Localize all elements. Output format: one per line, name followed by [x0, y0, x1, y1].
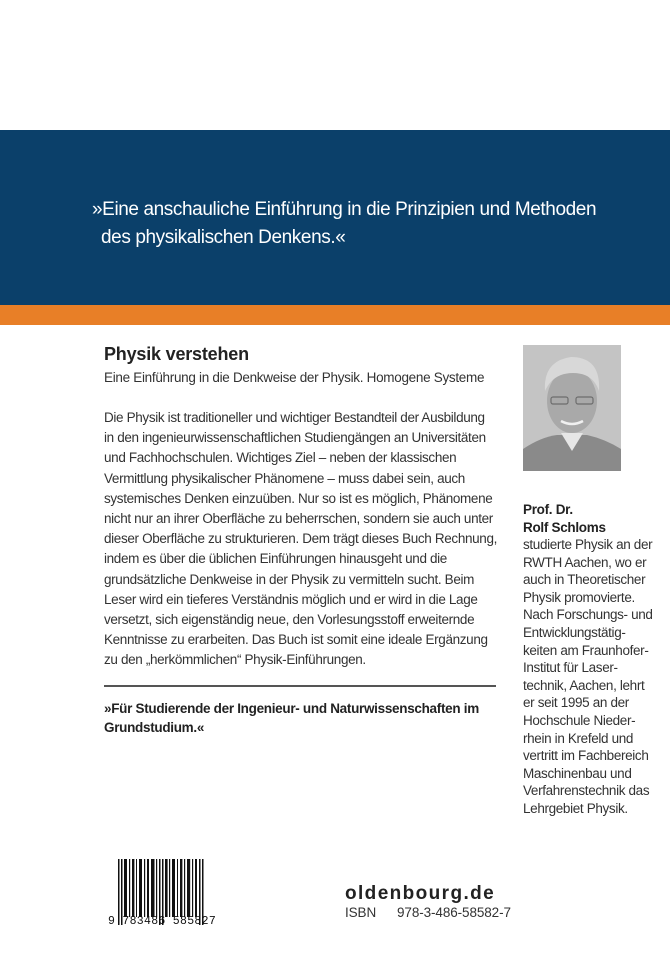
header-quote-band [0, 130, 670, 305]
bio-line: Maschinenbau und [523, 765, 632, 781]
bio-line: rhein in Krefeld und [523, 730, 634, 746]
bio-line: keiten am Fraunhofer- [523, 642, 649, 658]
isbn-number: 978-3-486-58582-7 [397, 905, 511, 920]
author-fullname: Rolf Schloms [523, 519, 606, 535]
bio-line: vertritt im Fachbereich [523, 748, 649, 764]
author-bio-column [523, 501, 670, 818]
bio-line: Nach Forschungs- und [523, 607, 653, 623]
description-line: versetzt, sich eigenständig neue, den Vorlesungsstoff erweiternde [104, 612, 475, 628]
bio-line: technik, Aachen, lehrt [523, 677, 645, 693]
barcode-digits: 9 783486 585827 [108, 915, 217, 928]
description-line: Die Physik ist traditioneller und wichtiger Bestandteil der Ausbildung [104, 410, 485, 425]
bio-line: studierte Physik an der [523, 537, 653, 552]
author-portrait-icon [523, 345, 621, 471]
description-line: dieser Oberfläche zu strukturieren. Dem trägt dieses Buch Rechnung, [104, 531, 498, 547]
description-line: indem es über die üblichen Einführungen hinausgeht und die [104, 551, 447, 567]
book-description-column [104, 342, 496, 737]
bio-line: Lehrgebiet Physik. [523, 800, 628, 816]
author-name [523, 501, 670, 536]
bio-line: auch in Theoretischer [523, 572, 646, 588]
audience-line: »Für Studierende der Ingenieur- und Naturwissenschaften im [104, 700, 479, 716]
book-description [104, 408, 496, 671]
divider [104, 685, 496, 687]
publisher-block [345, 883, 511, 920]
description-line: zu den „herkömmlichen“ Physik-Einführungen. [104, 652, 366, 668]
bio-line: Entwicklungstätig- [523, 624, 626, 640]
description-line: Leser wird ein tieferes Verständnis möglich und er wird in die Lage [104, 591, 478, 607]
author-title: Prof. Dr. [523, 502, 573, 517]
publisher-url: oldenbourg.de [345, 883, 496, 904]
description-line: Kenntnisse zu erarbeiten. Das Buch ist somit eine ideale Ergänzung [104, 632, 488, 648]
bio-line: RWTH Aachen, wo er [523, 554, 647, 570]
bio-line: Institut für Laser- [523, 660, 618, 676]
isbn-label: ISBN [345, 905, 377, 920]
author-bio [523, 536, 670, 818]
description-line: und Fachhochschulen. Wichtiges Ziel – neben der klassischen [104, 450, 457, 466]
header-quote [92, 196, 652, 252]
bio-line: Physik promovierte. [523, 589, 635, 605]
book-subtitle: Eine Einführung in die Denkweise der Physik. Homogene Systeme [104, 370, 485, 385]
audience-line: Grundstudium.« [104, 719, 205, 735]
header-quote-line-1: »Eine anschauliche Einführung in die Prinzipien und Methoden [92, 199, 597, 220]
description-line: systemisches Denken einzuüben. Nur so ist es möglich, Phänomene [104, 490, 493, 506]
audience-quote [104, 699, 496, 737]
description-line: in den ingenieurwissenschaftlichen Studiengängen an Universitäten [104, 430, 486, 446]
description-line: Vermittlung physikalischer Phänomene – muss dabei sein, auch [104, 470, 465, 486]
bio-line: Hochschule Nieder- [523, 712, 636, 728]
bio-line: Verfahrenstechnik das [523, 783, 650, 799]
author-photo [523, 345, 621, 471]
description-line: grundsätzliche Denkweise in der Physik zu vermitteln sucht. Beim [104, 571, 475, 587]
accent-band [0, 305, 670, 325]
isbn-line [345, 905, 511, 920]
book-title: Physik verstehen [104, 344, 249, 364]
bio-line: er seit 1995 an der [523, 695, 629, 711]
description-line: nicht nur an ihrer Oberfläche zu beherrschen, sondern sie auch unter [104, 511, 493, 527]
header-quote-line-2: des physikalischen Denkens.« [101, 227, 346, 248]
